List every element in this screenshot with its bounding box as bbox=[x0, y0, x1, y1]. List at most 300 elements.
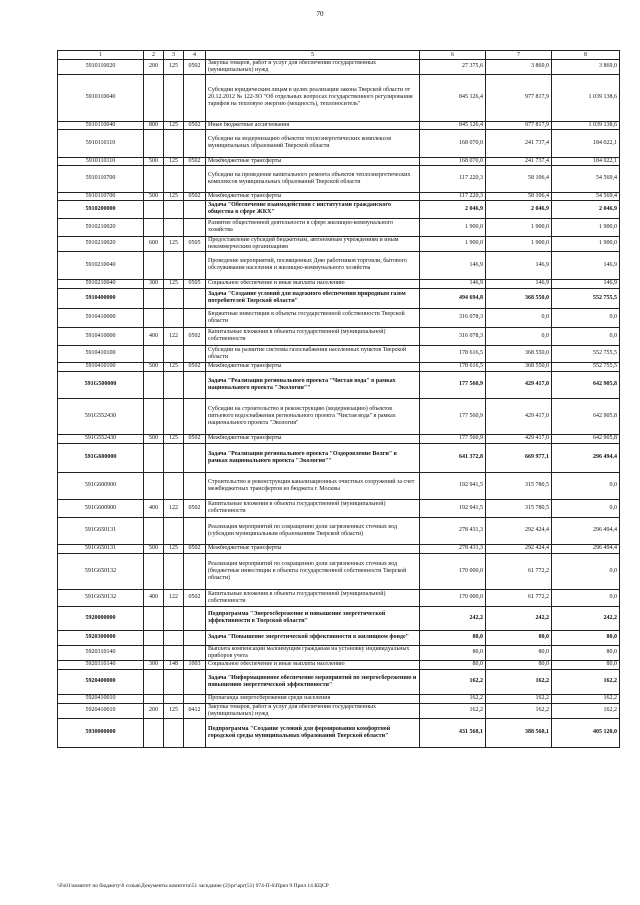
table-row bbox=[58, 251, 620, 279]
row-name: Субсидии на строительство и реконструкцию (модернизацию) объектов питьевого водоснабжения регионального проекта "Чистая вода" в рамках национального проекта "Экология" bbox=[206, 398, 420, 434]
row-section bbox=[184, 398, 206, 434]
table-row bbox=[58, 589, 620, 606]
row-value-year-1: 178 616,5 bbox=[420, 362, 486, 371]
row-value-year-1: 117 220,3 bbox=[420, 192, 486, 200]
table-body bbox=[58, 60, 620, 748]
table-row bbox=[58, 192, 620, 200]
row-department bbox=[164, 669, 184, 694]
row-value-year-3: 54 569,4 bbox=[552, 192, 620, 200]
row-expense-type: 300 bbox=[144, 279, 164, 288]
row-value-year-2: 162,2 bbox=[486, 694, 552, 703]
row-value-year-2: 146,9 bbox=[486, 279, 552, 288]
row-section bbox=[184, 669, 206, 694]
row-name: Развитие общественной деятельности в сфере жилищно-коммунального хозяйства bbox=[206, 218, 420, 236]
table-row bbox=[58, 60, 620, 75]
row-value-year-1: 316 078,3 bbox=[420, 327, 486, 345]
row-department: 125 bbox=[164, 192, 184, 200]
row-section bbox=[184, 606, 206, 630]
row-code: 5910210040 bbox=[58, 279, 144, 288]
row-code: 591G500000 bbox=[58, 371, 144, 398]
row-name: Иные бюджетные ассигнования bbox=[206, 121, 420, 129]
row-name: Субсидии на проведение капитального ремонта объектов теплоэнергетических комплексов муниципальных образований Тверской области bbox=[206, 165, 420, 192]
row-value-year-3: 0,0 bbox=[552, 472, 620, 499]
row-section: 1003 bbox=[184, 660, 206, 669]
column-header: 5 bbox=[206, 51, 420, 60]
row-code: 5920310140 bbox=[58, 645, 144, 660]
row-expense-type bbox=[144, 371, 164, 398]
row-department bbox=[164, 472, 184, 499]
table-row bbox=[58, 121, 620, 129]
row-section bbox=[184, 645, 206, 660]
row-expense-type bbox=[144, 606, 164, 630]
table-row bbox=[58, 606, 620, 630]
row-section bbox=[184, 129, 206, 157]
row-section: 0502 bbox=[184, 192, 206, 200]
row-value-year-3: 0,0 bbox=[552, 553, 620, 589]
row-code: 591G600000 bbox=[58, 443, 144, 472]
row-value-year-3: 642 905,8 bbox=[552, 371, 620, 398]
row-value-year-1: 1 900,0 bbox=[420, 236, 486, 251]
table-row bbox=[58, 645, 620, 660]
row-name: Субсидии юридическим лицам в целях реализации закона Тверской области от 20.12.2012 № 122-ЗО "Об отдельных вопросах государственного регулирования тарифов на тепловую энергию (мощность), теплоноситель" bbox=[206, 74, 420, 121]
row-name: Пропаганда энергосбережения среди населения bbox=[206, 694, 420, 703]
row-code: 5910110700 bbox=[58, 165, 144, 192]
row-expense-type: 800 bbox=[144, 121, 164, 129]
row-value-year-2: 429 417,0 bbox=[486, 434, 552, 443]
row-expense-type: 200 bbox=[144, 703, 164, 718]
row-name: Закупка товаров, работ и услуг для обеспечения государственных (муниципальных) нужд bbox=[206, 703, 420, 718]
row-value-year-1: 80,0 bbox=[420, 660, 486, 669]
row-value-year-2: 61 772,2 bbox=[486, 553, 552, 589]
row-name: Задача "Обеспечение взаимодействия с институтами гражданского общества в сфере ЖКХ" bbox=[206, 200, 420, 218]
row-name: Проведение мероприятий, посвященных Дню работников торговли, бытового обслуживания населения и жилищно-коммунального хозяйства bbox=[206, 251, 420, 279]
row-value-year-1: 431 568,1 bbox=[420, 718, 486, 747]
row-value-year-3: 296 494,4 bbox=[552, 443, 620, 472]
row-code: 591G650132 bbox=[58, 589, 144, 606]
row-expense-type bbox=[144, 218, 164, 236]
row-value-year-1: 162,2 bbox=[420, 703, 486, 718]
row-section: 0505 bbox=[184, 236, 206, 251]
row-section: 0412 bbox=[184, 703, 206, 718]
row-section bbox=[184, 74, 206, 121]
row-name: Строительство и реконструкция канализационных очистных сооружений за счет межбюджетных трансфертов из бюджета г. Москвы bbox=[206, 472, 420, 499]
row-code: 5920000000 bbox=[58, 606, 144, 630]
row-value-year-1: 162,2 bbox=[420, 669, 486, 694]
row-name: Капитальные вложения в объекты государственной (муниципальной) собственности bbox=[206, 589, 420, 606]
table-row bbox=[58, 499, 620, 517]
row-expense-type bbox=[144, 288, 164, 308]
row-code: 591G552430 bbox=[58, 398, 144, 434]
row-section bbox=[184, 694, 206, 703]
row-expense-type: 400 bbox=[144, 327, 164, 345]
row-department: 122 bbox=[164, 327, 184, 345]
row-section bbox=[184, 345, 206, 362]
row-value-year-2: 368 550,0 bbox=[486, 288, 552, 308]
row-expense-type: 200 bbox=[144, 60, 164, 75]
row-department bbox=[164, 345, 184, 362]
row-expense-type bbox=[144, 308, 164, 327]
row-value-year-2: 1 900,0 bbox=[486, 236, 552, 251]
row-code: 5910110020 bbox=[58, 60, 144, 75]
row-expense-type bbox=[144, 443, 164, 472]
table-row bbox=[58, 279, 620, 288]
row-value-year-2: 162,2 bbox=[486, 703, 552, 718]
table-row bbox=[58, 362, 620, 371]
row-section: 0502 bbox=[184, 121, 206, 129]
row-value-year-2: 241 737,4 bbox=[486, 129, 552, 157]
row-expense-type bbox=[144, 669, 164, 694]
row-department: 125 bbox=[164, 362, 184, 371]
table-row bbox=[58, 443, 620, 472]
budget-table bbox=[57, 50, 620, 748]
row-value-year-3: 1 900,0 bbox=[552, 218, 620, 236]
row-section: 0502 bbox=[184, 589, 206, 606]
row-code: 5910410100 bbox=[58, 345, 144, 362]
row-value-year-3: 54 569,4 bbox=[552, 165, 620, 192]
table-row bbox=[58, 345, 620, 362]
row-value-year-2: 0,0 bbox=[486, 327, 552, 345]
table-row bbox=[58, 327, 620, 345]
row-name: Межбюджетные трансферты bbox=[206, 544, 420, 553]
row-code: 5910110110 bbox=[58, 157, 144, 165]
row-code: 5910110110 bbox=[58, 129, 144, 157]
row-value-year-3: 162,2 bbox=[552, 703, 620, 718]
row-name: Межбюджетные трансферты bbox=[206, 362, 420, 371]
row-code: 5910410000 bbox=[58, 308, 144, 327]
row-section bbox=[184, 630, 206, 645]
row-code: 591G650132 bbox=[58, 553, 144, 589]
table-row bbox=[58, 288, 620, 308]
row-name: Реализация мероприятий по сокращению доли загрязненных сточных вод (субсидии муниципальным образованиям Тверской области) bbox=[206, 517, 420, 544]
table-row bbox=[58, 703, 620, 718]
row-department: 125 bbox=[164, 703, 184, 718]
row-expense-type bbox=[144, 694, 164, 703]
row-department bbox=[164, 200, 184, 218]
row-value-year-2: 241 737,4 bbox=[486, 157, 552, 165]
row-department bbox=[164, 718, 184, 747]
row-section bbox=[184, 288, 206, 308]
row-code: 5920410010 bbox=[58, 694, 144, 703]
row-name: Субсидии на модернизацию объектов теплоэнергетических комплексов муниципальных образований Тверской области bbox=[206, 129, 420, 157]
table-row bbox=[58, 517, 620, 544]
row-department: 125 bbox=[164, 279, 184, 288]
row-value-year-1: 27 375,6 bbox=[420, 60, 486, 75]
row-section bbox=[184, 308, 206, 327]
row-department bbox=[164, 165, 184, 192]
row-section: 0502 bbox=[184, 327, 206, 345]
row-value-year-2: 368 550,0 bbox=[486, 362, 552, 371]
row-value-year-3: 80,0 bbox=[552, 645, 620, 660]
table-row bbox=[58, 236, 620, 251]
row-expense-type: 500 bbox=[144, 434, 164, 443]
table-row bbox=[58, 157, 620, 165]
column-header: 8 bbox=[552, 51, 620, 60]
row-name: Задача "Повышение энергетической эффективности в жилищном фонде" bbox=[206, 630, 420, 645]
row-value-year-3: 0,0 bbox=[552, 308, 620, 327]
row-value-year-2: 429 417,0 bbox=[486, 398, 552, 434]
row-code: 5910110040 bbox=[58, 74, 144, 121]
row-value-year-2: 146,9 bbox=[486, 251, 552, 279]
row-value-year-1: 177 560,9 bbox=[420, 434, 486, 443]
row-value-year-3: 296 494,4 bbox=[552, 544, 620, 553]
row-value-year-3: 162,2 bbox=[552, 669, 620, 694]
row-name: Задача "Реализация регионального проекта "Оздоровление Волги" в рамках национального проекта "Экология"" bbox=[206, 443, 420, 472]
row-expense-type: 500 bbox=[144, 544, 164, 553]
row-department bbox=[164, 443, 184, 472]
row-value-year-2: 429 417,0 bbox=[486, 371, 552, 398]
row-value-year-3: 642 905,8 bbox=[552, 398, 620, 434]
row-value-year-2: 2 046,9 bbox=[486, 200, 552, 218]
row-section bbox=[184, 165, 206, 192]
row-name: Межбюджетные трансферты bbox=[206, 434, 420, 443]
row-value-year-3: 405 120,0 bbox=[552, 718, 620, 747]
row-code: 591G650131 bbox=[58, 544, 144, 553]
row-value-year-1: 278 431,3 bbox=[420, 517, 486, 544]
row-section bbox=[184, 251, 206, 279]
row-expense-type bbox=[144, 74, 164, 121]
row-value-year-1: 2 046,9 bbox=[420, 200, 486, 218]
row-value-year-1: 146,9 bbox=[420, 251, 486, 279]
row-department bbox=[164, 398, 184, 434]
row-value-year-2: 977 817,9 bbox=[486, 74, 552, 121]
row-expense-type bbox=[144, 630, 164, 645]
table-header-row bbox=[58, 51, 620, 60]
row-value-year-1: 242,2 bbox=[420, 606, 486, 630]
table-row bbox=[58, 718, 620, 747]
row-value-year-2: 0,0 bbox=[486, 308, 552, 327]
row-department: 125 bbox=[164, 157, 184, 165]
row-section bbox=[184, 200, 206, 218]
row-department bbox=[164, 288, 184, 308]
row-value-year-3: 184 022,1 bbox=[552, 157, 620, 165]
row-value-year-3: 146,9 bbox=[552, 251, 620, 279]
row-value-year-1: 278 431,3 bbox=[420, 544, 486, 553]
row-value-year-3: 0,0 bbox=[552, 589, 620, 606]
row-section: 0502 bbox=[184, 544, 206, 553]
table-row bbox=[58, 74, 620, 121]
row-name: Закупка товаров, работ и услуг для обеспечения государственных (муниципальных) нужд bbox=[206, 60, 420, 75]
row-department bbox=[164, 74, 184, 121]
row-expense-type bbox=[144, 165, 164, 192]
row-value-year-2: 977 817,9 bbox=[486, 121, 552, 129]
row-section bbox=[184, 371, 206, 398]
row-name: Реализация мероприятий по сокращению доли загрязненных сточных вод (бюджетные инвестиции в объекты государственной собственности Тверской области) bbox=[206, 553, 420, 589]
row-value-year-2: 388 568,1 bbox=[486, 718, 552, 747]
row-value-year-3: 80,0 bbox=[552, 660, 620, 669]
row-expense-type bbox=[144, 553, 164, 589]
table-row bbox=[58, 630, 620, 645]
column-header: 2 bbox=[144, 51, 164, 60]
row-value-year-2: 292 424,4 bbox=[486, 517, 552, 544]
row-value-year-1: 192 941,5 bbox=[420, 499, 486, 517]
row-code: 5910210020 bbox=[58, 236, 144, 251]
row-value-year-1: 1 900,0 bbox=[420, 218, 486, 236]
row-department: 122 bbox=[164, 499, 184, 517]
row-value-year-1: 845 126,4 bbox=[420, 121, 486, 129]
row-expense-type bbox=[144, 129, 164, 157]
row-section bbox=[184, 472, 206, 499]
row-section: 0502 bbox=[184, 499, 206, 517]
table-row bbox=[58, 434, 620, 443]
row-value-year-3: 552 755,5 bbox=[552, 288, 620, 308]
row-section: 0502 bbox=[184, 157, 206, 165]
table-row bbox=[58, 218, 620, 236]
row-department bbox=[164, 630, 184, 645]
row-expense-type bbox=[144, 517, 164, 544]
row-expense-type: 500 bbox=[144, 362, 164, 371]
row-value-year-3: 162,2 bbox=[552, 694, 620, 703]
row-value-year-2: 368 550,0 bbox=[486, 345, 552, 362]
row-code: 591G600900 bbox=[58, 472, 144, 499]
row-code: 591G650131 bbox=[58, 517, 144, 544]
row-value-year-2: 80,0 bbox=[486, 660, 552, 669]
row-name: Субсидии на развитие системы газоснабжения населенных пунктов Тверской области bbox=[206, 345, 420, 362]
row-name: Задача "Реализация регионального проекта "Чистая вода" в рамках национального проекта "Экология"" bbox=[206, 371, 420, 398]
table-row bbox=[58, 544, 620, 553]
row-value-year-1: 192 941,5 bbox=[420, 472, 486, 499]
row-name: Социальное обеспечение и иные выплаты населению bbox=[206, 660, 420, 669]
row-value-year-1: 178 616,5 bbox=[420, 345, 486, 362]
row-section bbox=[184, 443, 206, 472]
row-code: 591G600900 bbox=[58, 499, 144, 517]
row-name: Межбюджетные трансферты bbox=[206, 157, 420, 165]
row-expense-type: 300 bbox=[144, 660, 164, 669]
column-header: 4 bbox=[184, 51, 206, 60]
row-department: 125 bbox=[164, 434, 184, 443]
row-value-year-3: 3 869,0 bbox=[552, 60, 620, 75]
row-name: Выплата компенсации малоимущим гражданам на установку индивидуальных приборов учета bbox=[206, 645, 420, 660]
column-header: 7 bbox=[486, 51, 552, 60]
row-code: 5910210040 bbox=[58, 251, 144, 279]
row-expense-type: 500 bbox=[144, 192, 164, 200]
column-header: 1 bbox=[58, 51, 144, 60]
row-expense-type bbox=[144, 645, 164, 660]
row-name: Подпрограмма "Создание условий для формирования комфортной городской среды муниципальных образований Тверской области" bbox=[206, 718, 420, 747]
row-value-year-1: 117 220,3 bbox=[420, 165, 486, 192]
row-department bbox=[164, 645, 184, 660]
column-header: 6 bbox=[420, 51, 486, 60]
row-value-year-3: 552 755,5 bbox=[552, 345, 620, 362]
document-path-footer: \\Fs01\комитет по бюджету\6 созыв\Документы комитета\51 заседание (2)\рг\арг(51) 974-П-6\Прил 9 Прил 14 КЦСР bbox=[57, 883, 329, 889]
row-value-year-3: 184 022,1 bbox=[552, 129, 620, 157]
row-value-year-3: 296 494,4 bbox=[552, 517, 620, 544]
row-department bbox=[164, 553, 184, 589]
row-value-year-3: 1 039 138,6 bbox=[552, 121, 620, 129]
row-section: 0502 bbox=[184, 60, 206, 75]
row-value-year-2: 1 900,0 bbox=[486, 218, 552, 236]
row-name: Капитальные вложения в объекты государственной (муниципальной) собственности bbox=[206, 327, 420, 345]
table-row bbox=[58, 200, 620, 218]
page-number: 70 bbox=[316, 10, 324, 18]
row-name: Задача "Создание условий для надежного обеспечения природным газом потребителей Тверской области" bbox=[206, 288, 420, 308]
row-value-year-1: 80,0 bbox=[420, 645, 486, 660]
row-expense-type: 500 bbox=[144, 157, 164, 165]
row-value-year-3: 0,0 bbox=[552, 499, 620, 517]
table-row bbox=[58, 669, 620, 694]
row-value-year-1: 146,9 bbox=[420, 279, 486, 288]
row-expense-type: 400 bbox=[144, 589, 164, 606]
row-value-year-2: 315 780,5 bbox=[486, 472, 552, 499]
row-value-year-3: 1 900,0 bbox=[552, 236, 620, 251]
row-value-year-1: 177 560,9 bbox=[420, 398, 486, 434]
row-expense-type bbox=[144, 398, 164, 434]
row-value-year-2: 58 106,4 bbox=[486, 165, 552, 192]
row-value-year-1: 177 560,9 bbox=[420, 371, 486, 398]
row-department bbox=[164, 129, 184, 157]
row-value-year-1: 80,0 bbox=[420, 630, 486, 645]
row-expense-type bbox=[144, 345, 164, 362]
row-name: Задача "Информационное обеспечение мероприятий по энергосбережению и повышению энергетической эффективности" bbox=[206, 669, 420, 694]
row-value-year-3: 80,0 bbox=[552, 630, 620, 645]
row-value-year-3: 1 039 138,6 bbox=[552, 74, 620, 121]
row-code: 5910200000 bbox=[58, 200, 144, 218]
row-name: Бюджетные инвестиции в объекты государственной собственности Тверской области bbox=[206, 308, 420, 327]
row-value-year-3: 242,2 bbox=[552, 606, 620, 630]
row-code: 5930000000 bbox=[58, 718, 144, 747]
row-value-year-1: 170 000,0 bbox=[420, 589, 486, 606]
row-section: 0502 bbox=[184, 362, 206, 371]
row-value-year-2: 61 772,2 bbox=[486, 589, 552, 606]
table-row bbox=[58, 165, 620, 192]
row-value-year-2: 3 869,0 bbox=[486, 60, 552, 75]
table-row bbox=[58, 308, 620, 327]
row-value-year-2: 242,2 bbox=[486, 606, 552, 630]
row-department: 125 bbox=[164, 60, 184, 75]
row-code: 591G552430 bbox=[58, 434, 144, 443]
table-row bbox=[58, 129, 620, 157]
row-department: 125 bbox=[164, 236, 184, 251]
row-department: 148 bbox=[164, 660, 184, 669]
row-department: 122 bbox=[164, 589, 184, 606]
row-department: 125 bbox=[164, 121, 184, 129]
table-row bbox=[58, 694, 620, 703]
row-name: Подпрограмма "Энергосбережение и повышение энергетической эффективности в Тверской области" bbox=[206, 606, 420, 630]
row-expense-type: 600 bbox=[144, 236, 164, 251]
row-department bbox=[164, 694, 184, 703]
row-value-year-3: 552 755,5 bbox=[552, 362, 620, 371]
row-expense-type bbox=[144, 200, 164, 218]
row-code: 5910410100 bbox=[58, 362, 144, 371]
row-expense-type bbox=[144, 472, 164, 499]
row-department bbox=[164, 371, 184, 398]
table-row bbox=[58, 398, 620, 434]
table-row bbox=[58, 660, 620, 669]
row-code: 5910210020 bbox=[58, 218, 144, 236]
row-expense-type: 400 bbox=[144, 499, 164, 517]
row-value-year-2: 292 424,4 bbox=[486, 544, 552, 553]
row-expense-type bbox=[144, 718, 164, 747]
row-name: Межбюджетные трансферты bbox=[206, 192, 420, 200]
row-expense-type bbox=[144, 251, 164, 279]
row-name: Социальное обеспечение и иные выплаты населению bbox=[206, 279, 420, 288]
row-value-year-2: 162,2 bbox=[486, 669, 552, 694]
row-value-year-3: 0,0 bbox=[552, 327, 620, 345]
row-code: 5920310140 bbox=[58, 660, 144, 669]
row-value-year-2: 669 977,1 bbox=[486, 443, 552, 472]
row-section: 0502 bbox=[184, 434, 206, 443]
row-value-year-2: 315 780,5 bbox=[486, 499, 552, 517]
row-value-year-1: 641 372,8 bbox=[420, 443, 486, 472]
row-value-year-1: 316 078,3 bbox=[420, 308, 486, 327]
row-name: Предоставление субсидий бюджетным, автономным учреждениям и иным некоммерческим организациям bbox=[206, 236, 420, 251]
table-row bbox=[58, 371, 620, 398]
row-department bbox=[164, 218, 184, 236]
row-code: 5910400000 bbox=[58, 288, 144, 308]
row-code: 5910410000 bbox=[58, 327, 144, 345]
row-value-year-1: 845 126,4 bbox=[420, 74, 486, 121]
row-value-year-1: 170 000,0 bbox=[420, 553, 486, 589]
row-department bbox=[164, 517, 184, 544]
